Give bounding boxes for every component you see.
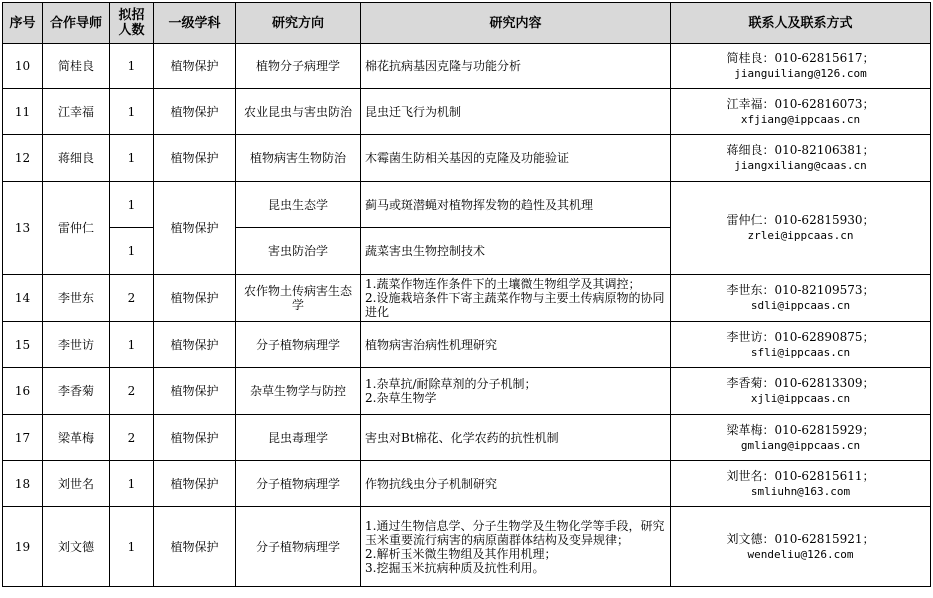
row-count: 1: [110, 461, 154, 507]
row-count: 2: [110, 275, 154, 322]
row-no: 15: [3, 322, 43, 368]
table-row: [3, 507, 931, 587]
header-content: 研究内容: [361, 3, 671, 44]
row-contact: 李世访：010-62890875； sfli@ippcaas.cn: [671, 322, 931, 368]
row-mentor: 蒋细良: [43, 135, 110, 182]
row-count: 1: [110, 322, 154, 368]
row-count: 1: [110, 228, 154, 275]
contact-email: wendeliu@126.com: [747, 547, 854, 561]
row-mentor: 简桂良: [43, 44, 110, 89]
row-discipline: 植物保护: [154, 415, 236, 461]
row-direction: 分子植物病理学: [236, 322, 361, 368]
row-discipline: 植物保护: [154, 507, 236, 587]
row-mentor: 雷仲仁: [43, 182, 110, 275]
row-no: 19: [3, 507, 43, 587]
contact-email: sfli@ippcaas.cn: [750, 345, 851, 359]
row-count: 1: [110, 507, 154, 587]
row-direction: 昆虫毒理学: [236, 415, 361, 461]
row-mentor: 刘世名: [43, 461, 110, 507]
header-discipline: 一级学科: [154, 3, 236, 44]
row-content: 1.通过生物信息学、分子生物学及生物化学等手段，研究玉米重要流行病害的病原菌群体结构及变异规律； 2.解析玉米微生物组及其作用机理； 3.挖掘玉米抗病种质及抗性利用。: [361, 507, 671, 587]
contact-email: xjli@ippcaas.cn: [750, 392, 851, 405]
row-count: 1: [110, 44, 154, 89]
row-no: 16: [3, 368, 43, 415]
table-row: [3, 322, 931, 368]
row-no: 10: [3, 44, 43, 89]
table-row: [3, 182, 931, 228]
row-no: 12: [3, 135, 43, 182]
row-mentor: 江幸福: [43, 89, 110, 135]
row-mentor: 李世访: [43, 322, 110, 368]
row-contact: 李世东：010-82109573； sdli@ippcaas.cn: [671, 275, 931, 322]
row-count: 2: [110, 415, 154, 461]
table-row: [3, 89, 931, 135]
row-contact: 刘世名：010-62815611； smliuhn@163.com: [671, 461, 931, 507]
row-discipline: 植物保护: [154, 182, 236, 275]
row-discipline: 植物保护: [154, 322, 236, 368]
contact-email: sdli@ippcaas.cn: [750, 299, 851, 312]
row-discipline: 植物保护: [154, 275, 236, 322]
row-no: 17: [3, 415, 43, 461]
header-contact: 联系人及联系方式: [671, 3, 931, 44]
header-row: [3, 3, 931, 44]
row-content: 植物病害治病性机理研究: [361, 322, 671, 368]
row-discipline: 植物保护: [154, 89, 236, 135]
row-content: 作物抗线虫分子机制研究: [361, 461, 671, 507]
row-contact: 江幸福：010-62816073； xfjiang@ippcaas.cn: [671, 89, 931, 135]
row-direction: 昆虫生态学: [236, 182, 361, 228]
table-row: [3, 135, 931, 182]
row-direction: 分子植物病理学: [236, 461, 361, 507]
row-content: 1.杂草抗/耐除草剂的分子机制； 2.杂草生物学: [361, 368, 671, 415]
row-direction: 害虫防治学: [236, 228, 361, 275]
row-no: 13: [3, 182, 43, 275]
header-no: 序号: [3, 3, 43, 44]
header-mentor: 合作导师: [43, 3, 110, 44]
row-mentor: 刘文德: [43, 507, 110, 587]
row-direction: 农作物土传病害生态学: [236, 275, 361, 322]
row-direction: 植物病害生物防治: [236, 135, 361, 182]
row-content: 蔬菜害虫生物控制技术: [361, 228, 671, 275]
row-mentor: 李香菊: [43, 368, 110, 415]
row-direction: 植物分子病理学: [236, 44, 361, 89]
contact-email: xfjiang@ippcaas.cn: [740, 112, 861, 126]
row-content: 木霉菌生防相关基因的克隆及功能验证: [361, 135, 671, 182]
row-content: 棉花抗病基因克隆与功能分析: [361, 44, 671, 89]
row-count: 1: [110, 135, 154, 182]
row-contact: 梁革梅：010-62815929； gmliang@ippcaas.cn: [671, 415, 931, 461]
table-row: [3, 275, 931, 322]
row-discipline: 植物保护: [154, 368, 236, 415]
table-row: [3, 368, 931, 415]
row-contact: 李香菊：010-62813309； xjli@ippcaas.cn: [671, 368, 931, 415]
contact-email: gmliang@ippcaas.cn: [740, 438, 861, 452]
row-count: 1: [110, 182, 154, 228]
row-contact: 简桂良：010-62815617； jianguiliang@126.com: [671, 44, 931, 89]
row-content: 1.蔬菜作物连作条件下的土壤微生物组学及其调控； 2.设施栽培条件下寄主蔬菜作物与主要土传病原物的协同进化: [361, 275, 671, 322]
row-count: 1: [110, 89, 154, 135]
row-no: 18: [3, 461, 43, 507]
table-row: [3, 461, 931, 507]
row-content: 蓟马或斑潜蝇对植物挥发物的趋性及其机理: [361, 182, 671, 228]
header-direction: 研究方向: [236, 3, 361, 44]
row-content: 害虫对Bt棉花、化学农药的抗性机制: [361, 415, 671, 461]
header-count: 拟招人数: [110, 3, 154, 44]
contact-email: jiangxiliang@caas.cn: [734, 159, 867, 172]
row-no: 11: [3, 89, 43, 135]
row-direction: 分子植物病理学: [236, 507, 361, 587]
row-discipline: 植物保护: [154, 461, 236, 507]
row-discipline: 植物保护: [154, 135, 236, 182]
contact-email: jianguiliang@126.com: [734, 67, 867, 80]
row-contact: 刘文德：010-62815921； wendeliu@126.com: [671, 507, 931, 587]
row-direction: 杂草生物学与防控: [236, 368, 361, 415]
contact-email: smliuhn@163.com: [750, 484, 851, 498]
row-no: 14: [3, 275, 43, 322]
advisor-table: [2, 2, 931, 587]
table-row: [3, 44, 931, 89]
table-row: [3, 415, 931, 461]
row-direction: 农业昆虫与害虫防治: [236, 89, 361, 135]
row-contact: 雷仲仁：010-62815930； zrlei@ippcaas.cn: [671, 182, 931, 275]
row-mentor: 李世东: [43, 275, 110, 322]
contact-email: zrlei@ippcaas.cn: [747, 229, 854, 242]
row-mentor: 梁革梅: [43, 415, 110, 461]
row-count: 2: [110, 368, 154, 415]
row-discipline: 植物保护: [154, 44, 236, 89]
row-contact: 蒋细良：010-82106381； jiangxiliang@caas.cn: [671, 135, 931, 182]
row-content: 昆虫迁飞行为机制: [361, 89, 671, 135]
